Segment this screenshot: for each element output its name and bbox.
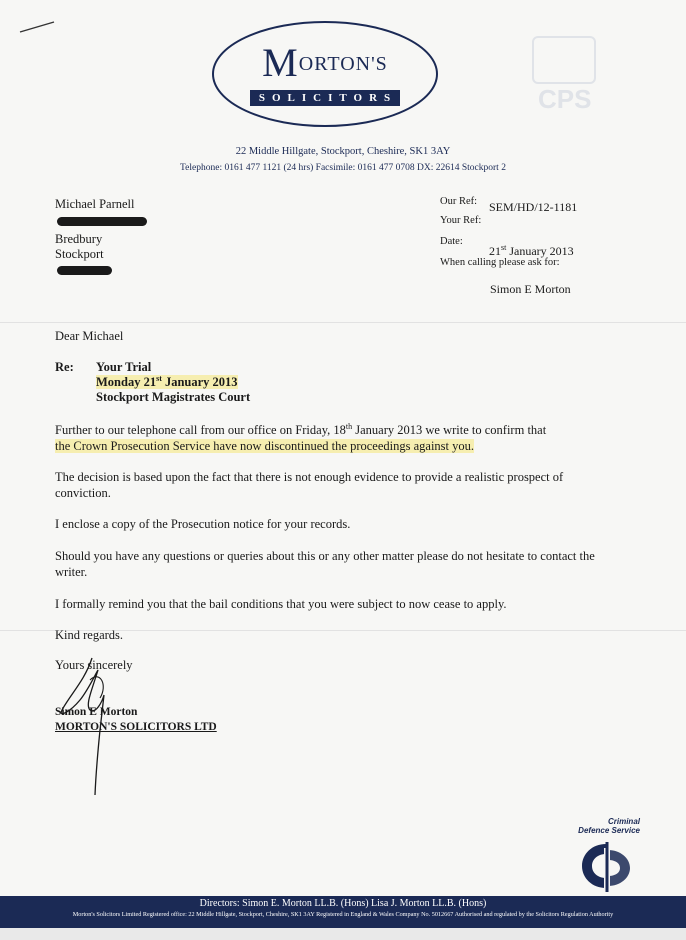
letter-date: 21st January 2013 bbox=[489, 243, 574, 258]
re-date: Monday 21st January 2013 bbox=[96, 373, 238, 389]
redacted-street bbox=[57, 217, 147, 226]
paragraph-3: I enclose a copy of the Prosecution notice for your records. bbox=[55, 517, 351, 531]
highlighted-sentence: the Crown Prosecution Service have now discontinued the proceedings against you. bbox=[55, 439, 475, 453]
mortons-logo bbox=[210, 18, 440, 130]
letterhead-contacts: Telephone: 0161 477 1121 (24 hrs) Facsimile: 0161 477 0708 DX: 22614 Stockport 2 bbox=[180, 163, 506, 173]
our-ref-value: SEM/HD/12-1181 bbox=[489, 200, 578, 214]
footer-directors: Directors: Simon E. Morton LL.B. (Hons) Lisa J. Morton LL.B. (Hons) bbox=[199, 898, 487, 909]
paragraph-2: The decision is based upon the fact that there is not enough evidence to provide a realistic prospect of conviction. bbox=[55, 470, 564, 500]
handwritten-signature bbox=[40, 650, 130, 800]
paragraph-1: Further to our telephone call from our office on Friday, 18th January 2013 we write to confirm that the Crown Prosecution Service have now discontinued the proceedings against you. bbox=[55, 421, 547, 453]
re-label: Re: bbox=[55, 360, 74, 374]
date-label: Date: bbox=[440, 236, 463, 247]
brand-name: MORTON'S bbox=[262, 40, 388, 85]
signer-name: Simon E Morton bbox=[55, 706, 138, 718]
background-cps-box bbox=[532, 36, 596, 84]
re-subject: Your Trial bbox=[96, 360, 152, 374]
letter-footer bbox=[0, 896, 686, 928]
cds-label: Criminal Defence Service bbox=[578, 817, 640, 835]
firm-name: MORTON'S SOLICITORS LTD bbox=[55, 721, 217, 733]
paper-fold bbox=[0, 322, 686, 323]
letterhead-address: 22 Middle Hillgate, Stockport, Cheshire, SK1 3AY bbox=[235, 146, 451, 157]
our-ref-label: Our Ref: bbox=[440, 196, 478, 207]
paragraph-4: Should you have any questions or queries about this or any other matter please do not hesitate to contact the writer. bbox=[55, 549, 595, 579]
closing-regards: Kind regards. bbox=[55, 628, 124, 642]
background-cps-mark: CPS bbox=[538, 84, 592, 114]
pen-mark bbox=[18, 18, 58, 38]
contact-name: Simon E Morton bbox=[490, 282, 571, 296]
footer-registration: Morton's Solicitors Limited Registered office: 22 Middle Hillgate, Stockport, Cheshire, SK1 3AY Registered in England & Wales Company No. 5012667 Authorised and regulated by the Solicitors Regulation Authority bbox=[72, 911, 614, 918]
paragraph-5: I formally remind you that the bail conditions that you were subject to now cease to apply. bbox=[55, 597, 507, 611]
redacted-postcode bbox=[57, 266, 112, 275]
recipient-city: Stockport bbox=[55, 247, 104, 261]
your-ref-label: Your Ref: bbox=[440, 215, 482, 226]
recipient-town: Bredbury bbox=[55, 232, 103, 246]
recipient-name: Michael Parnell bbox=[55, 197, 135, 211]
closing-sincerely: Yours sincerely bbox=[55, 658, 133, 672]
calling-label: When calling please ask for: bbox=[440, 257, 560, 268]
brand-subtitle: SOLICITORS bbox=[250, 90, 400, 106]
re-court: Stockport Magistrates Court bbox=[96, 390, 251, 404]
cds-logo-icon bbox=[578, 840, 634, 892]
page-bottom-edge bbox=[0, 928, 686, 940]
salutation: Dear Michael bbox=[55, 329, 124, 343]
